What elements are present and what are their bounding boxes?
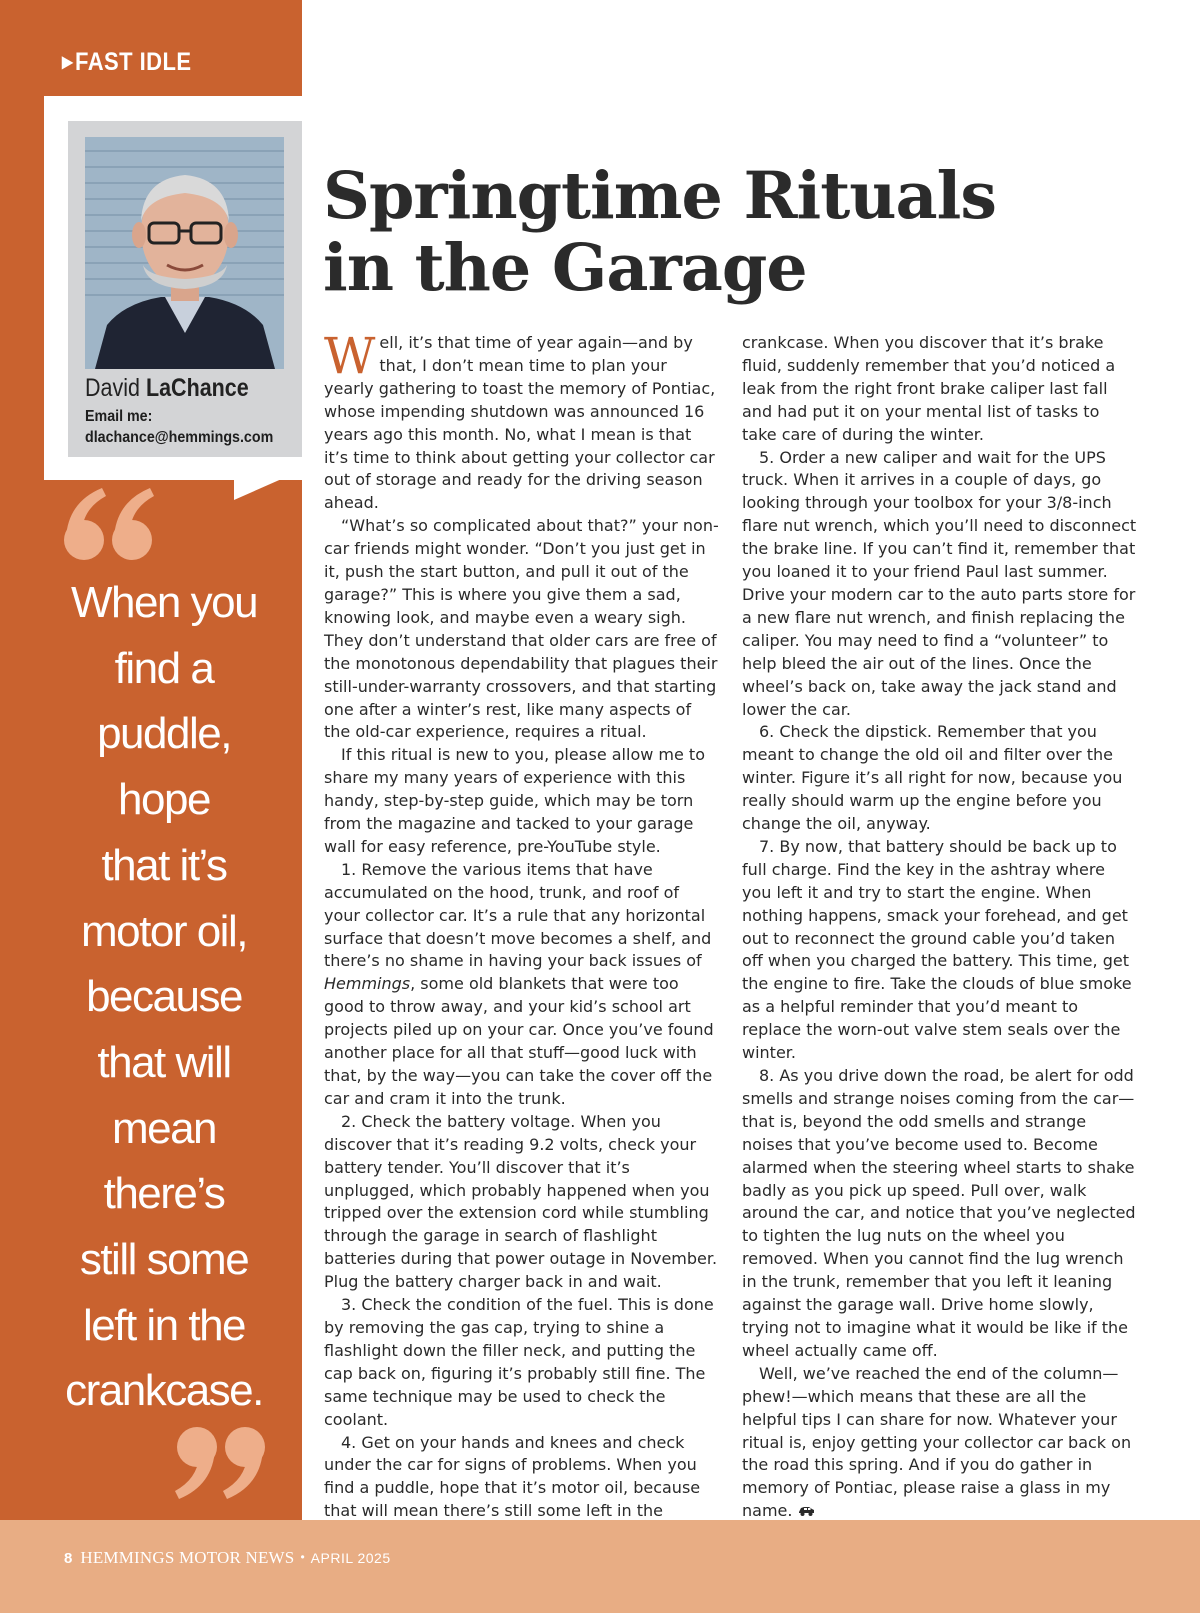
quote-open-icon bbox=[62, 486, 158, 562]
author-email-link[interactable]: dlachance@hemmings.com bbox=[85, 429, 274, 446]
author-last-name: LaChance bbox=[145, 374, 249, 402]
section-label bbox=[62, 48, 191, 77]
article-headline: Springtime Rituals in the Garage bbox=[323, 158, 996, 306]
article-paragraph: 6. Check the dipstick. Remember that you meant to change the old oil and filter over the winter. Figure it’s all right for now, because you really should warm up the engine before you change the oil, anyway. bbox=[742, 722, 1123, 834]
section-label-text: FAST IDLE bbox=[75, 48, 192, 76]
paragraph-text: Well, we’ve reached the end of the column—phew!—which means that these are all the helpful tips I can share for now. Whatever your ritual is, enjoy getting your collector car back on the road this spring. And if you do gather in memory of Pontiac, please raise a glass in my name. bbox=[742, 1363, 1132, 1521]
author-photo bbox=[85, 137, 284, 369]
article-paragraph: 7. By now, that battery should be back up to full charge. Find the key in the ashtray where you left it and try to start the engine. When nothing happens, smack your forehead, and get out to reconnect the ground cable you’d taken off when you charged the battery. This time, get the engine to fire. Take the clouds of blue smoke as a helpful reminder that you’d meant to replace the worn-out valve stem seals over the winter. bbox=[742, 836, 1132, 1063]
triangle-right-icon: ▶ bbox=[62, 54, 74, 71]
speech-bubble-tail bbox=[234, 470, 302, 500]
magazine-title-italic: Hemmings bbox=[324, 974, 411, 994]
end-of-article-car-icon bbox=[798, 1504, 815, 1517]
author-name bbox=[85, 374, 249, 403]
article-paragraph: “What’s so complicated about that?” your non-car friends might wonder. “Don’t you just get in it, push the start button, and pull it out of the garage?” This is where you give them a sad, knowing look, and maybe even a weary sigh. They don’t understand that older cars are free of the monotonous dependability that plagues their still-under-warranty crossovers, and that starting one after a winter’s rest, like many aspects of the old-car experience, requires a ritual. bbox=[324, 516, 719, 742]
pull-quote: When you find a puddle, hope that it’s motor oil, because that will mean there’s still some left in the crankcase. bbox=[65, 578, 263, 1416]
article-column-1 bbox=[324, 327, 720, 1523]
author-first-name: David bbox=[85, 374, 140, 402]
quote-close-icon bbox=[171, 1425, 267, 1501]
email-label: Email me: bbox=[85, 408, 153, 425]
footer-folio bbox=[64, 1548, 391, 1568]
article-paragraph: 2. Check the battery voltage. When you discover that it’s reading 9.2 volts, check your battery tender. You’ll discover that it’s unplugged, which probably happened when you tripped over the extension cord while stumbling through the garage in search of flashlight batteries during that power outage in November. Plug the battery charger back in and wait. bbox=[324, 1111, 718, 1292]
magazine-name: HEMMINGS MOTOR NEWS bbox=[80, 1548, 295, 1567]
article-paragraph: 3. Check the condition of the fuel. This is done by removing the gas cap, trying to shine a flashlight down the filler neck, and putting the cap back on, figuring it’s probably still fine. The same technique may be used to check the coolant. bbox=[324, 1295, 714, 1429]
footer-separator: • bbox=[300, 1550, 305, 1564]
article-paragraph: crankcase. When you discover that it’s brake fluid, suddenly remember that you’d noticed a leak from the right front brake caliper last fall and had put it on your mental list of tasks to take care of during the winter. bbox=[742, 333, 1116, 444]
article-paragraph: 5. Order a new caliper and wait for the UPS truck. When it arrives in a couple of days, go looking through your toolbox for your 3/8-inch flare nut wrench, which you’ll need to disconnect the brake line. If you can’t find it, remember that you loaned it to your friend Paul last summer. Drive your modern car to the auto parts store for a new flare nut wrench, and finish replacing the caliper. You may need to find a “volunteer” to help bleed the air out of the lines. Once the wheel’s back on, take away the jack stand and lower the car. bbox=[742, 447, 1137, 719]
article-paragraph: 4. Get on your hands and knees and check under the car for signs of problems. When you find a puddle, hope that it’s motor oil, because that will mean there’s still some left in the bbox=[324, 1432, 701, 1521]
drop-cap: W bbox=[324, 327, 376, 385]
article-paragraph bbox=[324, 327, 720, 515]
paragraph-text: 1. Remove the various items that have accumulated on the hood, trunk, and roof of your collector car. It’s a rule that any horizontal surface that doesn’t move becomes a shelf, and there’s no shame in having your back issues of bbox=[324, 859, 712, 971]
issue-date: APRIL 2025 bbox=[310, 1550, 391, 1566]
article-paragraph: If this ritual is new to you, please allow me to share my many years of experience with this handy, step-by-step guide, which may be torn from the magazine and tacked to your garage wall for easy reference, pre-YouTube style. bbox=[324, 745, 705, 856]
article-paragraph bbox=[324, 859, 720, 1111]
paragraph-text: , some old blankets that were too good to throw away, and your kid’s school art projects piled up on your car. Once you’ve found another place for all that stuff—good luck with that, by the way—you can take the cover off the car and cram it into the trunk. bbox=[324, 974, 714, 1108]
article-column-2 bbox=[742, 332, 1138, 1523]
article-paragraph: 8. As you drive down the road, be alert for odd smells and strange noises coming from the car—that is, beyond the odd smells and strange noises that you’ve become used to. Become alarmed when the steering wheel starts to shake badly as you pick up speed. Pull over, walk around the car, and notice that you’ve neglected to tighten the lug nuts on the wheel you removed. When you cannot find the lug wrench in the trunk, remember that you left it leaning against the garage wall. Drive home slowly, trying not to imagine what it would be like if the wheel actually came off. bbox=[742, 1066, 1136, 1360]
page-number: 8 bbox=[64, 1550, 73, 1567]
article-paragraph bbox=[742, 1363, 1138, 1523]
paragraph-text: ell, it’s that time of year again—and by that, I don’t mean time to plan your yearly gathering to toast the memory of Pontiac, whose impending shutdown was announced 16 years ago this month. No, what I mean is that it’s time to think about getting your collector car out of storage and ready for the driving season ahead. bbox=[324, 333, 716, 513]
